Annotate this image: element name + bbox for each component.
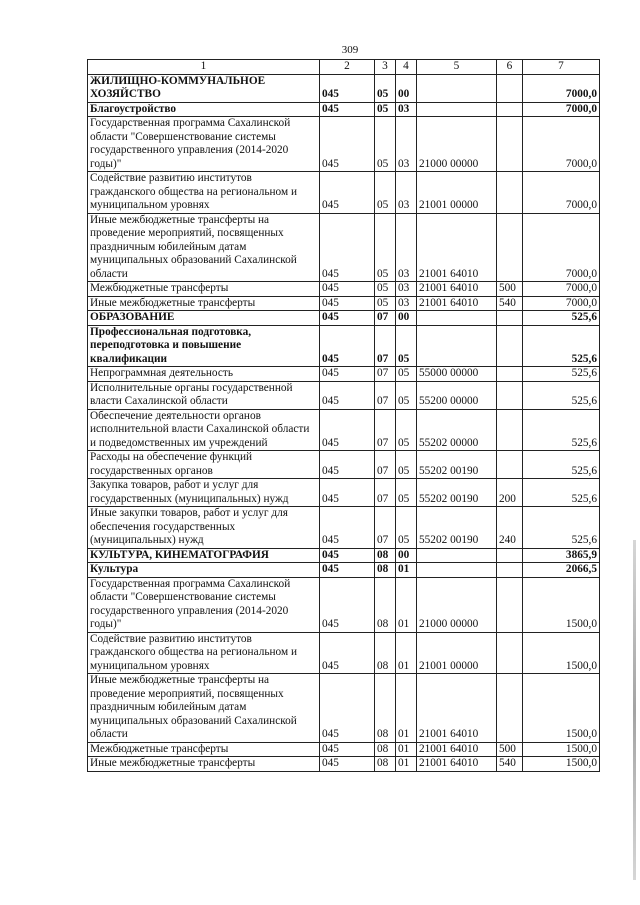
expense-type-cell xyxy=(497,632,523,674)
chapter-code-cell: 045 xyxy=(320,213,375,282)
row-name-cell: КУЛЬТУРА, КИНЕМАТОГРАФИЯ xyxy=(88,548,320,563)
subsection-code-cell: 00 xyxy=(396,548,417,563)
chapter-code-cell: 045 xyxy=(320,325,375,367)
subsection-code-cell: 03 xyxy=(396,296,417,311)
expense-type-cell xyxy=(497,213,523,282)
subsection-code-cell: 05 xyxy=(396,381,417,409)
amount-cell: 3865,9 xyxy=(523,548,600,563)
table-row xyxy=(88,381,600,409)
column-header: 1 xyxy=(88,60,320,75)
column-header: 4 xyxy=(396,60,417,75)
table-row xyxy=(88,102,600,117)
row-name-cell: ЖИЛИЩНО-КОММУНАЛЬНОЕ ХОЗЯЙСТВО xyxy=(88,74,320,102)
section-code-cell: 08 xyxy=(375,563,396,578)
row-name-cell: Культура xyxy=(88,563,320,578)
chapter-code-cell: 045 xyxy=(320,451,375,479)
amount-cell: 7000,0 xyxy=(523,213,600,282)
table-row xyxy=(88,742,600,757)
expense-type-cell xyxy=(497,74,523,102)
subsection-code-cell: 01 xyxy=(396,674,417,743)
row-name-cell: Исполнительные органы государственной власти Сахалинской области xyxy=(88,381,320,409)
amount-cell: 1500,0 xyxy=(523,577,600,632)
subsection-code-cell: 03 xyxy=(396,213,417,282)
row-name-cell: Межбюджетные трансферты xyxy=(88,282,320,297)
target-article-cell: 21000 00000 xyxy=(417,577,497,632)
table-row xyxy=(88,74,600,102)
target-article-cell xyxy=(417,74,497,102)
expense-type-cell: 500 xyxy=(497,742,523,757)
amount-cell: 1500,0 xyxy=(523,757,600,772)
chapter-code-cell: 045 xyxy=(320,632,375,674)
row-name-cell: Иные закупки товаров, работ и услуг для обеспечения государственных (муниципальных) нужд xyxy=(88,507,320,549)
subsection-code-cell: 05 xyxy=(396,409,417,451)
table-row xyxy=(88,213,600,282)
section-code-cell: 08 xyxy=(375,577,396,632)
target-article-cell: 21001 00000 xyxy=(417,632,497,674)
chapter-code-cell: 045 xyxy=(320,117,375,172)
expense-type-cell xyxy=(497,367,523,382)
target-article-cell: 21001 64010 xyxy=(417,213,497,282)
amount-cell: 7000,0 xyxy=(523,117,600,172)
row-name-cell: Профессиональная подготовка, переподготовка и повышение квалификации xyxy=(88,325,320,367)
expense-type-cell xyxy=(497,409,523,451)
section-code-cell: 05 xyxy=(375,172,396,214)
section-code-cell: 08 xyxy=(375,742,396,757)
subsection-code-cell: 01 xyxy=(396,632,417,674)
amount-cell: 525,6 xyxy=(523,451,600,479)
target-article-cell: 55202 00000 xyxy=(417,409,497,451)
amount-cell: 525,6 xyxy=(523,367,600,382)
section-code-cell: 07 xyxy=(375,311,396,326)
subsection-code-cell: 01 xyxy=(396,563,417,578)
section-code-cell: 05 xyxy=(375,282,396,297)
row-name-cell: Содействие развитию институтов гражданского общества на региональном и муниципальном уровнях xyxy=(88,632,320,674)
chapter-code-cell: 045 xyxy=(320,548,375,563)
table-row xyxy=(88,563,600,578)
column-header: 2 xyxy=(320,60,375,75)
section-code-cell: 07 xyxy=(375,325,396,367)
section-code-cell: 08 xyxy=(375,757,396,772)
expense-type-cell xyxy=(497,548,523,563)
target-article-cell: 21000 00000 xyxy=(417,117,497,172)
chapter-code-cell: 045 xyxy=(320,102,375,117)
expense-type-cell xyxy=(497,674,523,743)
target-article-cell xyxy=(417,311,497,326)
column-header: 7 xyxy=(523,60,600,75)
target-article-cell: 55202 00190 xyxy=(417,451,497,479)
table-row xyxy=(88,632,600,674)
section-code-cell: 05 xyxy=(375,296,396,311)
chapter-code-cell: 045 xyxy=(320,479,375,507)
amount-cell: 7000,0 xyxy=(523,102,600,117)
target-article-cell: 55000 00000 xyxy=(417,367,497,382)
row-name-cell: Благоустройство xyxy=(88,102,320,117)
target-article-cell xyxy=(417,102,497,117)
amount-cell: 1500,0 xyxy=(523,632,600,674)
chapter-code-cell: 045 xyxy=(320,674,375,743)
subsection-code-cell: 05 xyxy=(396,479,417,507)
table-row xyxy=(88,479,600,507)
table-row xyxy=(88,117,600,172)
column-header: 5 xyxy=(417,60,497,75)
amount-cell: 2066,5 xyxy=(523,563,600,578)
subsection-code-cell: 05 xyxy=(396,507,417,549)
amount-cell: 525,6 xyxy=(523,409,600,451)
target-article-cell: 21001 64010 xyxy=(417,674,497,743)
section-code-cell: 07 xyxy=(375,381,396,409)
table-row xyxy=(88,296,600,311)
target-article-cell: 21001 64010 xyxy=(417,757,497,772)
row-name-cell: ОБРАЗОВАНИЕ xyxy=(88,311,320,326)
expense-type-cell xyxy=(497,172,523,214)
column-header-row xyxy=(88,60,600,75)
expense-type-cell: 200 xyxy=(497,479,523,507)
chapter-code-cell: 045 xyxy=(320,577,375,632)
row-name-cell: Закупка товаров, работ и услуг для государственных (муниципальных) нужд xyxy=(88,479,320,507)
subsection-code-cell: 03 xyxy=(396,172,417,214)
section-code-cell: 08 xyxy=(375,548,396,563)
chapter-code-cell: 045 xyxy=(320,563,375,578)
expense-type-cell xyxy=(497,451,523,479)
expense-type-cell: 500 xyxy=(497,282,523,297)
budget-table xyxy=(87,59,600,772)
amount-cell: 525,6 xyxy=(523,381,600,409)
section-code-cell: 07 xyxy=(375,409,396,451)
amount-cell: 525,6 xyxy=(523,479,600,507)
expense-type-cell xyxy=(497,577,523,632)
subsection-code-cell: 01 xyxy=(396,742,417,757)
amount-cell: 525,6 xyxy=(523,325,600,367)
expense-type-cell xyxy=(497,381,523,409)
target-article-cell: 55200 00000 xyxy=(417,381,497,409)
target-article-cell: 21001 00000 xyxy=(417,172,497,214)
table-row xyxy=(88,451,600,479)
section-code-cell: 08 xyxy=(375,674,396,743)
row-name-cell: Иные межбюджетные трансферты xyxy=(88,296,320,311)
chapter-code-cell: 045 xyxy=(320,409,375,451)
target-article-cell xyxy=(417,325,497,367)
section-code-cell: 07 xyxy=(375,451,396,479)
page-number: 309 xyxy=(341,44,359,56)
expense-type-cell xyxy=(497,563,523,578)
subsection-code-cell: 05 xyxy=(396,451,417,479)
expense-type-cell xyxy=(497,117,523,172)
amount-cell: 525,6 xyxy=(523,311,600,326)
target-article-cell: 21001 64010 xyxy=(417,282,497,297)
table-row xyxy=(88,367,600,382)
target-article-cell xyxy=(417,563,497,578)
table-body xyxy=(88,74,600,771)
table-row xyxy=(88,325,600,367)
section-code-cell: 05 xyxy=(375,74,396,102)
target-article-cell: 55202 00190 xyxy=(417,507,497,549)
table-row xyxy=(88,172,600,214)
subsection-code-cell: 05 xyxy=(396,325,417,367)
row-name-cell: Расходы на обеспечение функций государственных органов xyxy=(88,451,320,479)
row-name-cell: Иные межбюджетные трансферты на проведение мероприятий, посвященных праздничным юбилейным датам муниципальных образований Сахалинской области xyxy=(88,213,320,282)
chapter-code-cell: 045 xyxy=(320,757,375,772)
chapter-code-cell: 045 xyxy=(320,311,375,326)
table-row xyxy=(88,311,600,326)
chapter-code-cell: 045 xyxy=(320,367,375,382)
table-row xyxy=(88,409,600,451)
subsection-code-cell: 00 xyxy=(396,74,417,102)
table-row xyxy=(88,548,600,563)
chapter-code-cell: 045 xyxy=(320,296,375,311)
row-name-cell: Государственная программа Сахалинской области "Совершенствование системы государственного управления (2014-2020 годы)" xyxy=(88,117,320,172)
table-row xyxy=(88,757,600,772)
section-code-cell: 05 xyxy=(375,213,396,282)
expense-type-cell xyxy=(497,102,523,117)
column-header: 6 xyxy=(497,60,523,75)
expense-type-cell: 540 xyxy=(497,757,523,772)
row-name-cell: Государственная программа Сахалинской области "Совершенствование системы государственного управления (2014-2020 годы)" xyxy=(88,577,320,632)
expense-type-cell xyxy=(497,325,523,367)
amount-cell: 1500,0 xyxy=(523,742,600,757)
target-article-cell xyxy=(417,548,497,563)
amount-cell: 7000,0 xyxy=(523,172,600,214)
table-row xyxy=(88,577,600,632)
chapter-code-cell: 045 xyxy=(320,282,375,297)
table-row xyxy=(88,507,600,549)
section-code-cell: 05 xyxy=(375,102,396,117)
row-name-cell: Обеспечение деятельности органов исполнительной власти Сахалинской области и подведомственных им учреждений xyxy=(88,409,320,451)
subsection-code-cell: 03 xyxy=(396,282,417,297)
row-name-cell: Иные межбюджетные трансферты на проведение мероприятий, посвященных праздничным юбилейным датам муниципальных образований Сахалинской области xyxy=(88,674,320,743)
column-header: 3 xyxy=(375,60,396,75)
subsection-code-cell: 05 xyxy=(396,367,417,382)
expense-type-cell: 540 xyxy=(497,296,523,311)
amount-cell: 1500,0 xyxy=(523,674,600,743)
expense-type-cell: 240 xyxy=(497,507,523,549)
chapter-code-cell: 045 xyxy=(320,742,375,757)
expense-type-cell xyxy=(497,311,523,326)
subsection-code-cell: 03 xyxy=(396,117,417,172)
amount-cell: 7000,0 xyxy=(523,296,600,311)
subsection-code-cell: 01 xyxy=(396,577,417,632)
row-name-cell: Межбюджетные трансферты xyxy=(88,742,320,757)
row-name-cell: Непрограммная деятельность xyxy=(88,367,320,382)
scan-edge-mark xyxy=(633,540,636,880)
target-article-cell: 55202 00190 xyxy=(417,479,497,507)
section-code-cell: 07 xyxy=(375,479,396,507)
amount-cell: 7000,0 xyxy=(523,282,600,297)
amount-cell: 525,6 xyxy=(523,507,600,549)
chapter-code-cell: 045 xyxy=(320,74,375,102)
row-name-cell: Иные межбюджетные трансферты xyxy=(88,757,320,772)
target-article-cell: 21001 64010 xyxy=(417,296,497,311)
section-code-cell: 08 xyxy=(375,632,396,674)
table-row xyxy=(88,674,600,743)
section-code-cell: 07 xyxy=(375,367,396,382)
section-code-cell: 05 xyxy=(375,117,396,172)
subsection-code-cell: 00 xyxy=(396,311,417,326)
chapter-code-cell: 045 xyxy=(320,172,375,214)
table-row xyxy=(88,282,600,297)
chapter-code-cell: 045 xyxy=(320,507,375,549)
subsection-code-cell: 01 xyxy=(396,757,417,772)
section-code-cell: 07 xyxy=(375,507,396,549)
target-article-cell: 21001 64010 xyxy=(417,742,497,757)
subsection-code-cell: 03 xyxy=(396,102,417,117)
amount-cell: 7000,0 xyxy=(523,74,600,102)
row-name-cell: Содействие развитию институтов гражданского общества на региональном и муниципальном уровнях xyxy=(88,172,320,214)
chapter-code-cell: 045 xyxy=(320,381,375,409)
